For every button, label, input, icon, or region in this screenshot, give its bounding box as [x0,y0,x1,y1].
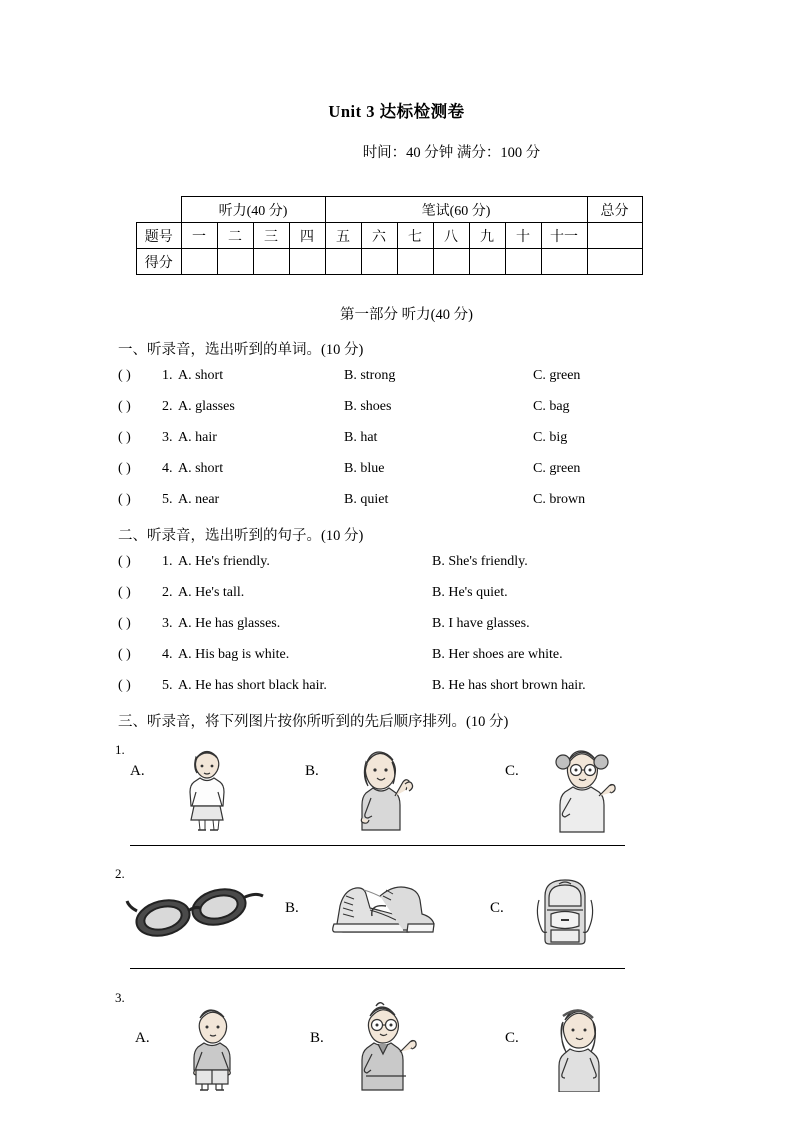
answer-blank[interactable]: ( ) [118,554,131,569]
option-c[interactable]: C. bag [533,399,570,414]
option-a[interactable]: A. He has glasses. [178,616,281,631]
option-a[interactable]: A. hair [178,430,217,445]
score-cell[interactable] [361,249,397,275]
score-table-total-header: 总分 [587,197,642,223]
option-b[interactable]: B. He has short brown hair. [432,678,586,693]
score-cell[interactable] [217,249,253,275]
qnum-cell: 二 [217,223,253,249]
score-cell[interactable] [397,249,433,275]
qnum-cell: 十 [505,223,541,249]
image-backpack [525,870,605,950]
qnum-cell: 三 [253,223,289,249]
option-a[interactable]: A. short [178,368,224,383]
answer-blank[interactable]: ( ) [118,399,131,414]
section-2-heading: 二、听录音，选出听到的句子。(10 分) [118,528,364,544]
section-1-question-2 [118,399,718,415]
score-cell[interactable] [289,249,325,275]
page-title: Unit 3 达标检测卷 [328,102,465,121]
answer-blank[interactable]: ( ) [118,678,131,693]
score-table-listening-header: 听力(40 分) [181,197,325,223]
score-cell[interactable] [325,249,361,275]
section-1-question-1 [118,368,718,384]
qnum-cell: 八 [433,223,469,249]
score-table-header-row [137,197,643,223]
qnum-cell: 七 [397,223,433,249]
score-cell[interactable] [505,249,541,275]
picture-label-3a[interactable]: A. [135,1030,150,1046]
image-girl-with-glasses-pointing [545,742,627,834]
picture-group-2-number: 2. [115,866,125,881]
option-a[interactable]: A. near [178,492,220,507]
part-one-heading: 第一部分 听力(40 分) [340,307,473,323]
score-table-score-label: 得分 [137,249,182,275]
option-c[interactable]: C. big [533,430,568,445]
option-b[interactable]: B. hat [344,430,378,445]
question-number: 5. [162,678,173,693]
score-table-written-header: 笔试(60 分) [325,197,587,223]
picture-label-1a[interactable]: A. [130,763,145,779]
image-girl-with-headband [545,1000,617,1092]
section-1-question-5 [118,492,718,508]
section-1-heading: 一、听录音，选出听到的单词。(10 分) [118,342,364,358]
image-eyeglasses [125,878,265,948]
picture-group-3-number: 3. [115,990,125,1005]
answer-blank[interactable]: ( ) [118,368,131,383]
picture-label-3b[interactable]: B. [310,1030,324,1046]
score-cell[interactable] [541,249,587,275]
image-girl-waving [347,740,427,832]
question-number: 5. [162,492,173,507]
score-cell[interactable] [433,249,469,275]
answer-blank[interactable]: ( ) [118,647,131,662]
qnum-cell: 一 [181,223,217,249]
option-a[interactable]: A. His bag is white. [178,647,290,662]
picture-label-2c[interactable]: C. [490,900,504,916]
answer-blank[interactable]: ( ) [118,492,131,507]
image-boy-with-glasses-waving [348,998,430,1092]
answer-line-group-2[interactable] [130,968,625,969]
option-b[interactable]: B. I have glasses. [432,616,530,631]
option-b[interactable]: B. strong [344,368,396,383]
score-cell[interactable] [469,249,505,275]
option-b[interactable]: B. Her shoes are white. [432,647,563,662]
qnum-cell: 九 [469,223,505,249]
answer-blank[interactable]: ( ) [118,461,131,476]
section-2-question-2 [118,585,718,601]
exam-subtitle: 时间：40 分钟 满分：100 分 [362,145,541,161]
score-table-qnum-label: 题号 [137,223,182,249]
option-b[interactable]: B. quiet [344,492,389,507]
section-3-heading: 三、听录音，将下列图片按你所听到的先后顺序排列。(10 分) [118,714,509,730]
question-number: 3. [162,616,173,631]
question-number: 2. [162,399,173,414]
question-number: 4. [162,647,173,662]
score-table-score-row [137,249,643,275]
section-1-question-4 [118,461,718,477]
image-boy-standing [178,1000,248,1092]
qnum-cell: 六 [361,223,397,249]
option-a[interactable]: A. He's friendly. [178,554,270,569]
question-number: 2. [162,585,173,600]
option-a[interactable]: A. He's tall. [178,585,245,600]
option-c[interactable]: C. brown [533,492,586,507]
picture-label-1b[interactable]: B. [305,763,319,779]
answer-blank[interactable]: ( ) [118,616,131,631]
option-b[interactable]: B. She's friendly. [432,554,528,569]
answer-blank[interactable]: ( ) [118,430,131,445]
answer-line-group-1[interactable] [130,845,625,846]
question-number: 3. [162,430,173,445]
section-2-question-5 [118,678,718,694]
qnum-cell: 五 [325,223,361,249]
option-b[interactable]: B. shoes [344,399,392,414]
option-a[interactable]: A. short [178,461,224,476]
question-number: 1. [162,368,173,383]
answer-blank[interactable]: ( ) [118,585,131,600]
qnum-cell: 四 [289,223,325,249]
question-number: 1. [162,554,173,569]
picture-group-1-number: 1. [115,742,125,757]
option-c[interactable]: C. green [533,368,581,383]
image-sneakers [320,872,450,944]
question-number: 4. [162,461,173,476]
picture-label-1c[interactable]: C. [505,763,519,779]
score-cell-total[interactable] [587,249,642,275]
option-b[interactable]: B. He's quiet. [432,585,508,600]
score-table-corner [137,197,182,223]
section-1-question-3 [118,430,718,446]
qnum-cell: 十一 [541,223,587,249]
score-table-total-blank [587,223,642,249]
option-b[interactable]: B. blue [344,461,385,476]
score-table-qnum-row [137,223,643,249]
section-2-question-3 [118,616,718,632]
picture-label-3c[interactable]: C. [505,1030,519,1046]
option-a[interactable]: A. He has short black hair. [178,678,327,693]
option-c[interactable]: C. green [533,461,581,476]
score-cell[interactable] [253,249,289,275]
image-girl-standing-sad [172,742,242,832]
score-table [136,196,643,275]
option-a[interactable]: A. glasses [178,399,235,414]
section-2-question-1 [118,554,718,570]
section-2-question-4 [118,647,718,663]
picture-label-2b[interactable]: B. [285,900,299,916]
score-cell[interactable] [181,249,217,275]
